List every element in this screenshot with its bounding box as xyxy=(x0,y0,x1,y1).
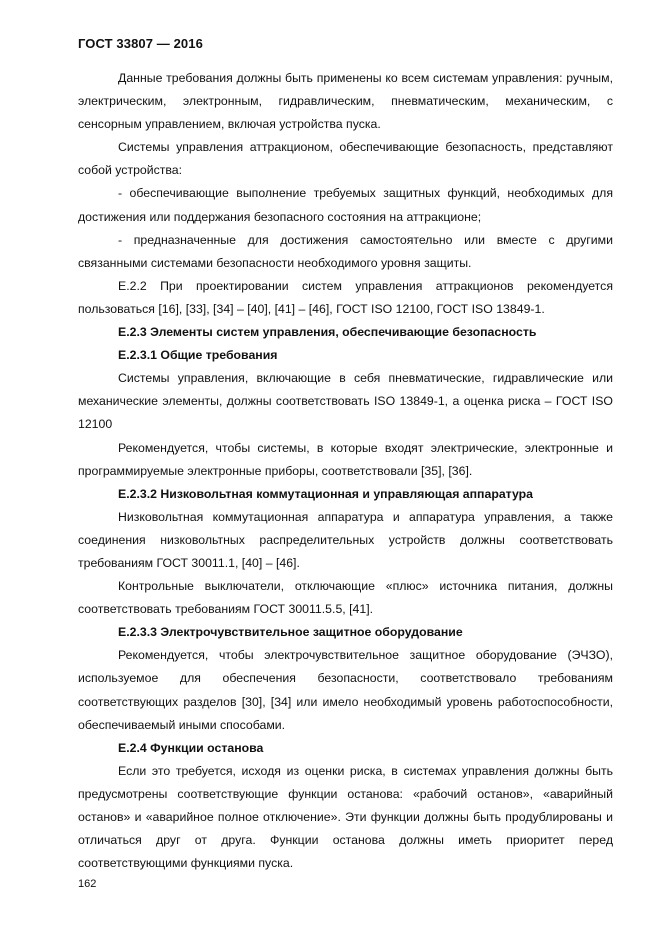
list-item: - обеспечивающие выполнение требуемых защитных функций, необходимых для достижения или поддержания безопасного состояния на аттракционе; xyxy=(78,186,613,224)
document-header: ГОСТ 33807 — 2016 xyxy=(78,36,203,51)
document-body xyxy=(78,67,613,875)
paragraph: Данные требования должны быть применены ко всем системам управления: ручным, электрическим, электронным, гидравлическим, пневматическим, механическим, с сенсорным управлением, включая устройства пуска. xyxy=(78,71,613,132)
paragraph: Рекомендуется, чтобы электрочувствительное защитное оборудование (ЭЧЗО), используемое для обеспечения безопасности, соответствовало требованиям соответствующих разделов [30], [34] или имело необходимый уровень работоспособности, обеспечиваемый иными способами. xyxy=(78,648,613,732)
paragraph: Если это требуется, исходя из оценки риска, в системах управления должны быть предусмотрены соответствующие функции останова: «рабочий останов», «аварийный останов» и «аварийное полное отключение». Эти функции должны быть продублированы и отличаться друг от друга. Функции останова должны иметь приоритет перед соответствующими функциями пуска. xyxy=(78,763,613,871)
paragraph: Контрольные выключатели, отключающие «плюс» источника питания, должны соответствовать требованиям ГОСТ 30011.5.5, [41]. xyxy=(78,579,613,617)
paragraph: Низковольтная коммутационная аппаратура и аппаратура управления, а также соединения низковольтных распределительных устройств должны соответствовать требованиям ГОСТ 30011.1, [40] – [46]. xyxy=(78,509,613,570)
paragraph: Рекомендуется, чтобы системы, в которые входят электрические, электронные и программируемые электронные приборы, соответствовали [35], [36]. xyxy=(78,440,613,478)
page-number: 162 xyxy=(78,878,97,890)
subsection-heading: Е.2.3.2 Низковольтная коммутационная и управляющая аппаратура xyxy=(118,486,534,501)
list-item: - предназначенные для достижения самостоятельно или вместе с другими связанными системами безопасности необходимого уровня защиты. xyxy=(78,232,613,270)
subsection-heading: Е.2.3.3 Электрочувствительное защитное оборудование xyxy=(118,625,463,640)
paragraph: Е.2.2 При проектировании систем управления аттракционов рекомендуется пользоваться [16], [33], [34] – [40], [41] – [46], ГОСТ ISO 12100, ГОСТ ISO 13849-1. xyxy=(78,278,613,316)
subsection-heading: Е.2.3.1 Общие требования xyxy=(118,348,278,363)
section-heading: Е.2.4 Функции останова xyxy=(118,740,264,755)
section-heading: Е.2.3 Элементы систем управления, обеспечивающие безопасность xyxy=(118,325,537,340)
paragraph: Системы управления, включающие в себя пневматические, гидравлические или механические элементы, должны соответствовать ISO 13849-1, а оценка риска – ГОСТ ISO 12100 xyxy=(78,371,613,432)
paragraph: Системы управления аттракционом, обеспечивающие безопасность, представляют собой устройства: xyxy=(78,140,613,178)
